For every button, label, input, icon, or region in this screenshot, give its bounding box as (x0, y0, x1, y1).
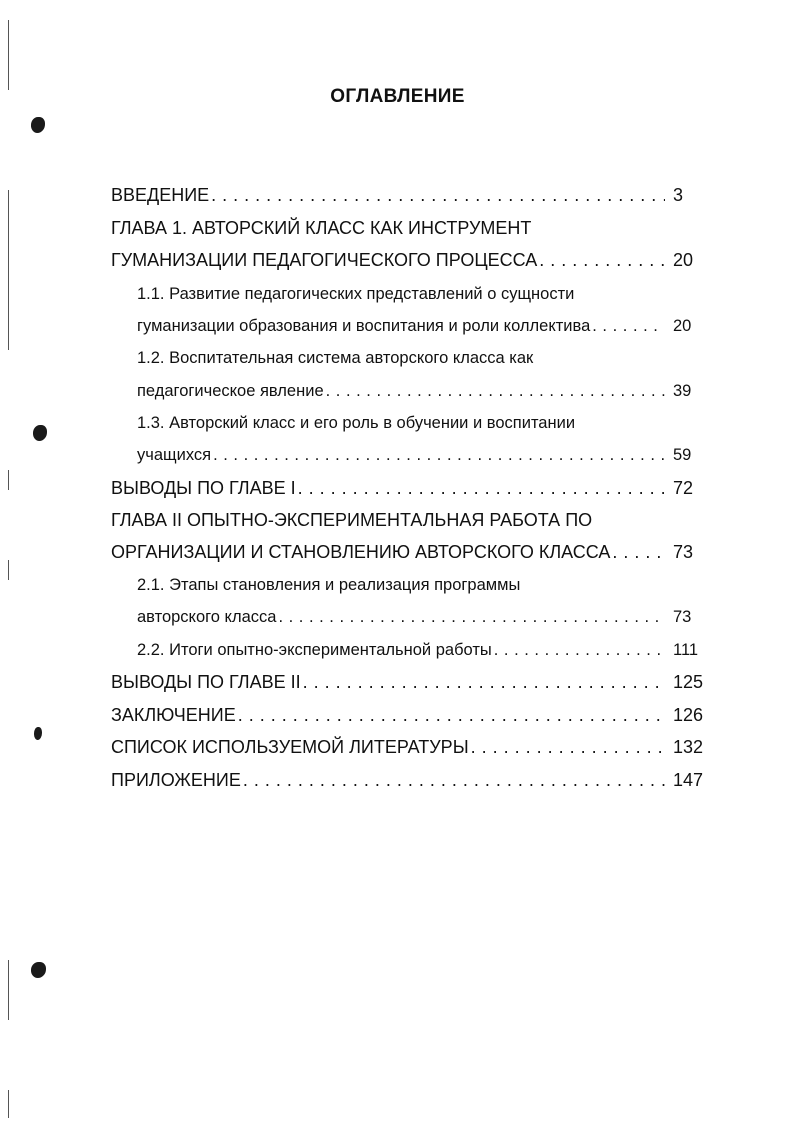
scan-edge-line (8, 560, 9, 580)
scan-edge-line (8, 190, 9, 350)
scan-edge-line (8, 470, 9, 490)
dot-leader (211, 184, 665, 206)
dot-leader (238, 704, 665, 726)
toc-entry-section-1-1-line2[interactable] (137, 315, 711, 337)
toc-entry-section-1-3-line2[interactable] (137, 444, 711, 466)
dot-leader (612, 541, 665, 563)
toc-entry-section-2-1-line2[interactable] (137, 606, 711, 628)
toc-entry-text: ПРИЛОЖЕНИЕ (111, 770, 241, 790)
toc-entry-text: ВВЕДЕНИЕ (111, 185, 210, 205)
scan-edge-line (8, 1090, 9, 1118)
toc-entry-text: ВЫВОДЫ ПО ГЛАВЕ II (111, 672, 301, 692)
toc-entry-section-2-1-line1[interactable] (137, 574, 520, 596)
toc-entry-chapter1-line1[interactable] (111, 217, 531, 239)
dot-leader (494, 639, 665, 661)
toc-entry-conclusions-chapter1[interactable] (111, 477, 711, 499)
toc-entry-text: ЗАКЛЮЧЕНИЕ (111, 705, 236, 725)
toc-entry-text: ГЛАВА 1. АВТОРСКИЙ КЛАСС КАК ИНСТРУМЕНТ (111, 218, 532, 238)
toc-page-number: 73 (673, 542, 694, 562)
toc-entry-text: педагогическое явление (137, 382, 324, 400)
toc-entry-chapter2-line1[interactable] (111, 509, 592, 531)
toc-entry-text: ВЫВОДЫ ПО ГЛАВЕ I (111, 478, 296, 498)
toc-page-number: 125 (673, 672, 704, 692)
toc-page-number: 3 (673, 185, 684, 205)
toc-entry-text: 1.1. Развитие педагогических представлений о сущности (137, 285, 575, 303)
toc-page-number: 132 (673, 737, 704, 757)
dot-leader (592, 315, 665, 337)
toc-page-number: 39 (673, 382, 692, 400)
toc-entry-conclusions-chapter2[interactable] (111, 671, 711, 693)
toc-page-number: 20 (673, 317, 692, 335)
dot-leader (539, 249, 665, 271)
toc-entry-text: 1.2. Воспитательная система авторского класса как (137, 349, 534, 367)
toc-entry-text: 2.1. Этапы становления и реализация программы (137, 576, 521, 594)
scan-edge-line (8, 20, 9, 90)
dot-leader (471, 736, 665, 758)
toc-entry-text: 1.3. Авторский класс и его роль в обучении и воспитании (137, 414, 576, 432)
toc-entry-section-1-2-line1[interactable] (137, 347, 533, 369)
dot-leader (326, 380, 665, 402)
toc-page-number: 111 (673, 641, 699, 659)
dot-leader (298, 477, 665, 499)
toc-page-number: 20 (673, 250, 694, 270)
toc-page-number: 73 (673, 608, 692, 626)
scan-edge-line (8, 960, 9, 1020)
toc-entry-introduction[interactable] (111, 184, 711, 206)
dot-leader (303, 671, 665, 693)
toc-entry-text: СПИСОК ИСПОЛЬЗУЕМОЙ ЛИТЕРАТУРЫ (111, 737, 469, 757)
toc-page-number: 126 (673, 705, 704, 725)
toc-entry-section-1-2-line2[interactable] (137, 380, 711, 402)
toc-entry-text: учащихся (137, 446, 212, 464)
toc-entry-text: гуманизации образования и воспитания и роли коллектива (137, 317, 591, 335)
toc-entry-appendix[interactable] (111, 769, 711, 791)
page-title: ОГЛАВЛЕНИЕ (330, 86, 465, 107)
toc-entry-text: ГЛАВА II ОПЫТНО-ЭКСПЕРИМЕНТАЛЬНАЯ РАБОТА ПО (111, 510, 593, 530)
toc-page-number: 147 (673, 770, 704, 790)
toc-entry-chapter1-line2[interactable] (111, 249, 711, 271)
toc-entry-section-1-3-line1[interactable] (137, 412, 575, 434)
toc-entry-text: авторского класса (137, 608, 277, 626)
toc-entry-chapter2-line2[interactable] (111, 541, 711, 563)
toc-entry-section-2-2[interactable] (137, 639, 711, 661)
toc-entry-bibliography[interactable] (111, 736, 711, 758)
dot-leader (243, 769, 665, 791)
toc-entry-text: ОРГАНИЗАЦИИ И СТАНОВЛЕНИЮ АВТОРСКОГО КЛАССА (111, 542, 611, 562)
toc-entry-text: 2.2. Итоги опытно-экспериментальной работы (137, 641, 492, 659)
toc-entry-text: ГУМАНИЗАЦИИ ПЕДАГОГИЧЕСКОГО ПРОЦЕССА (111, 250, 538, 270)
dot-leader (278, 606, 665, 628)
toc-entry-conclusion[interactable] (111, 704, 711, 726)
dot-leader (213, 444, 665, 466)
toc-page-number: 72 (673, 478, 694, 498)
toc-page-number: 59 (673, 446, 692, 464)
toc-entry-section-1-1-line1[interactable] (137, 283, 574, 305)
